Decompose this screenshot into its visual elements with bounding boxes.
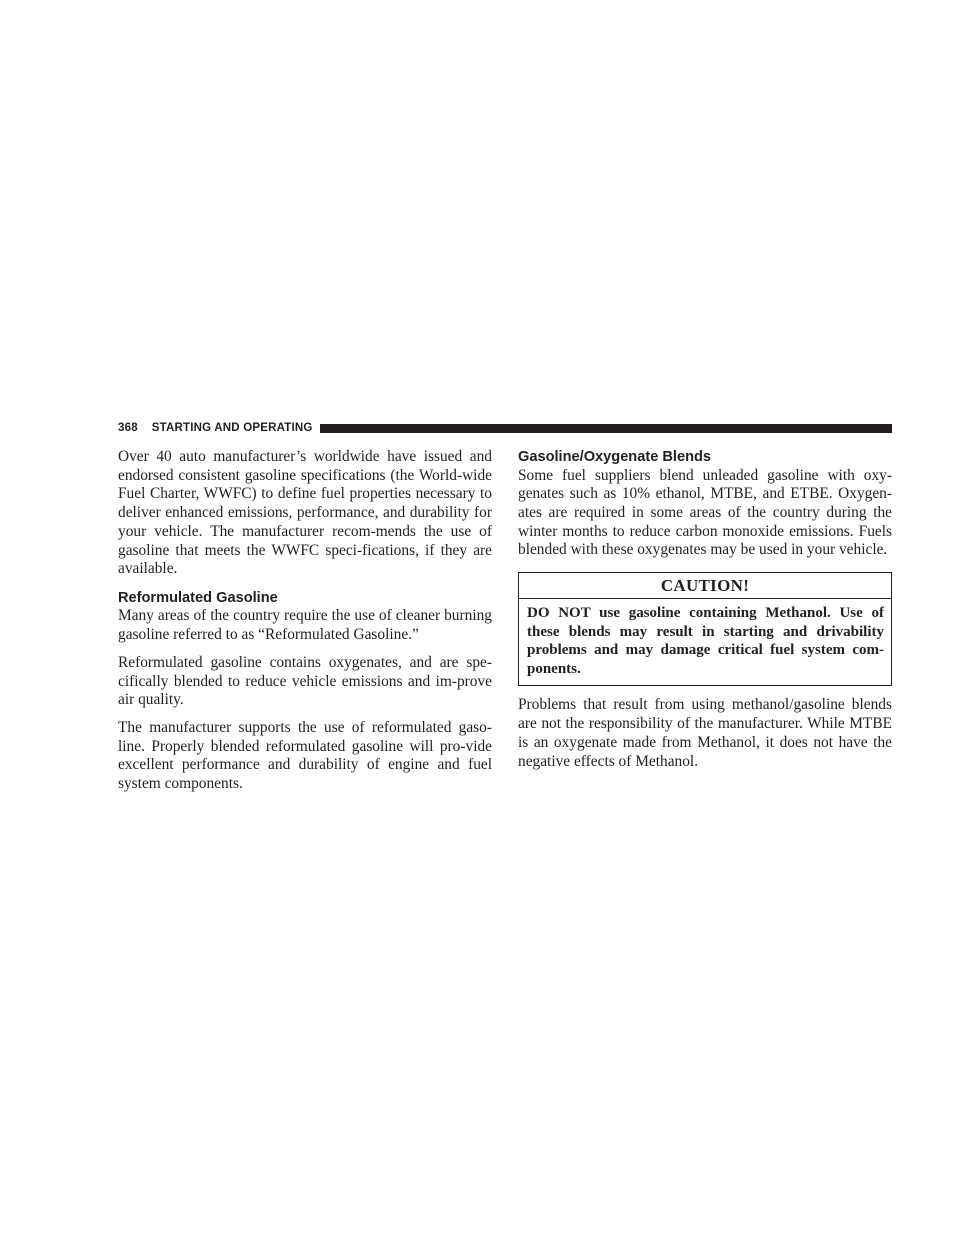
right-column xyxy=(518,448,892,771)
caution-title: CAUTION! xyxy=(519,573,891,599)
oxygenate-paragraph: Some fuel suppliers blend unleaded gasoline with oxy-genates such as 10% ethanol, MTBE, and ETBE. Oxygen-ates are required in some areas of the country during the winter months to reduce carbon monoxide emissions. Fuels blended with these oxygenates may be used in your vehicle. xyxy=(518,466,892,559)
caution-box xyxy=(518,572,892,686)
reformulated-paragraph-2: Reformulated gasoline contains oxygenates, and are spe-cifically blended to reduce vehicle emissions and im-prove air quality. xyxy=(118,653,492,709)
section-title: STARTING AND OPERATING xyxy=(151,422,313,434)
header-rule xyxy=(320,424,892,433)
left-column xyxy=(118,448,492,794)
methanol-paragraph: Problems that result from using methanol/gasoline blends are not the responsibility of the manufacturer. While MTBE is an oxygenate made from Methanol, it does not have the negative effects of Methanol. xyxy=(518,696,892,770)
caution-text: DO NOT use gasoline containing Methanol. Use of these blends may result in starting and drivability problems and may damage critical fuel system com-ponents. xyxy=(527,605,884,677)
reformulated-gasoline-heading: Reformulated Gasoline xyxy=(118,589,278,606)
intro-paragraph: Over 40 auto manufacturer’s worldwide have issued and endorsed consistent gasoline specifications (the World-wide Fuel Charter, WWFC) to define fuel properties necessary to deliver enhanced emissions, performance, and durability for your vehicle. The manufacturer recom-mends the use of gasoline that meets the WWFC speci-fications, if they are available. xyxy=(118,448,492,578)
reformulated-paragraph-1: Many areas of the country require the use of cleaner burning gasoline referred to as “Reformulated Gasoline.” xyxy=(118,607,492,644)
reformulated-paragraph-3: The manufacturer supports the use of reformulated gaso-line. Properly blended reformulated gasoline will pro-vide excellent performance and durability of engine and fuel system components. xyxy=(118,718,492,793)
oxygenate-blends-heading: Gasoline/Oxygenate Blends xyxy=(518,449,712,465)
page-header xyxy=(118,420,892,436)
page-number: 368 xyxy=(118,422,138,434)
